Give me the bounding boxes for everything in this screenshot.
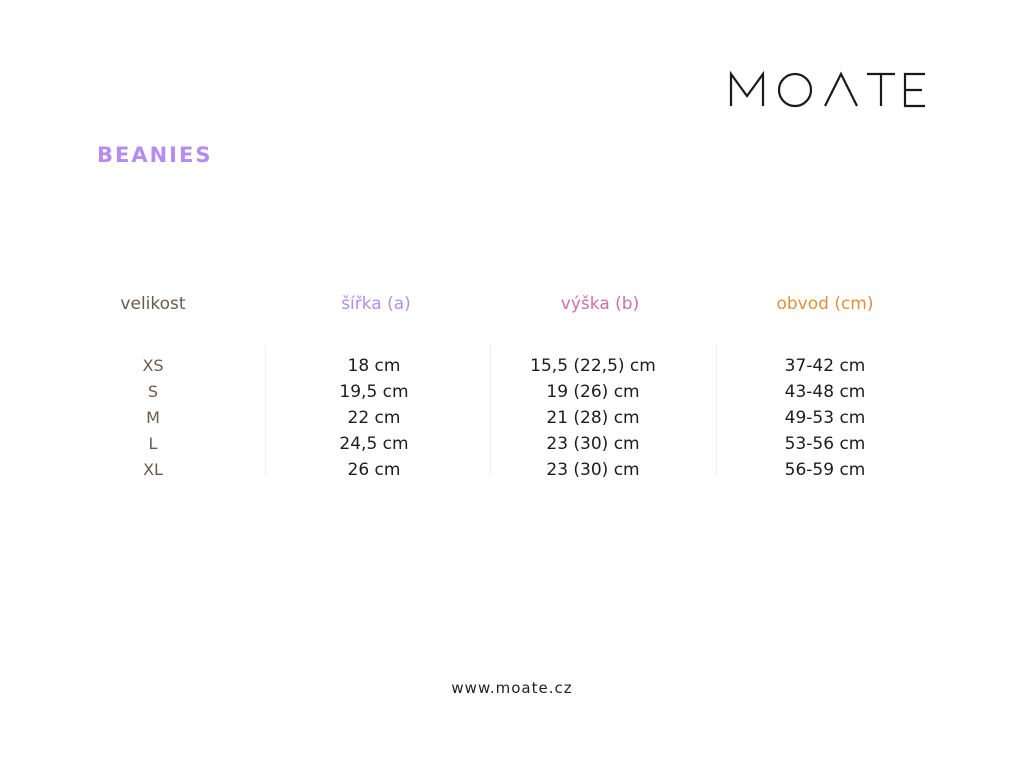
section-title: BEANIES — [97, 143, 213, 167]
size-value: L — [148, 434, 158, 453]
header-height: výška (b) — [560, 294, 640, 314]
height-value: 23 (30) cm — [546, 434, 640, 454]
header-size: velikost — [120, 294, 186, 314]
column-height-values — [530, 353, 656, 483]
width-value: 19,5 cm — [339, 382, 409, 402]
height-value: 15,5 (22,5) cm — [530, 356, 656, 376]
width-value: 26 cm — [347, 460, 401, 480]
width-value: 24,5 cm — [339, 434, 409, 454]
column-width-values — [339, 353, 408, 483]
size-value: XL — [143, 460, 163, 479]
height-value: 19 (26) cm — [546, 382, 640, 402]
website-url: www.moate.cz — [451, 679, 573, 697]
circumference-value: 37-42 cm — [784, 356, 866, 376]
height-value: 23 (30) cm — [546, 460, 640, 480]
column-size-values — [142, 353, 163, 483]
circumference-value: 56-59 cm — [784, 460, 866, 480]
width-value: 18 cm — [347, 356, 401, 376]
width-value: 22 cm — [347, 408, 401, 428]
column-divider — [265, 345, 266, 475]
size-value: XS — [142, 356, 164, 375]
column-divider — [716, 345, 717, 475]
column-divider — [490, 345, 491, 475]
circumference-value: 49-53 cm — [784, 408, 866, 428]
height-value: 21 (28) cm — [546, 408, 640, 428]
circumference-value: 43-48 cm — [784, 382, 866, 402]
moate-logo-mark — [729, 66, 929, 114]
header-circumference: obvod (cm) — [776, 294, 874, 314]
circumference-value: 53-56 cm — [784, 434, 866, 454]
moate-logo — [729, 66, 929, 114]
size-value: S — [147, 382, 159, 401]
header-width: šířka (a) — [341, 294, 411, 314]
size-value: M — [146, 408, 160, 427]
column-circumference-values — [785, 353, 866, 483]
